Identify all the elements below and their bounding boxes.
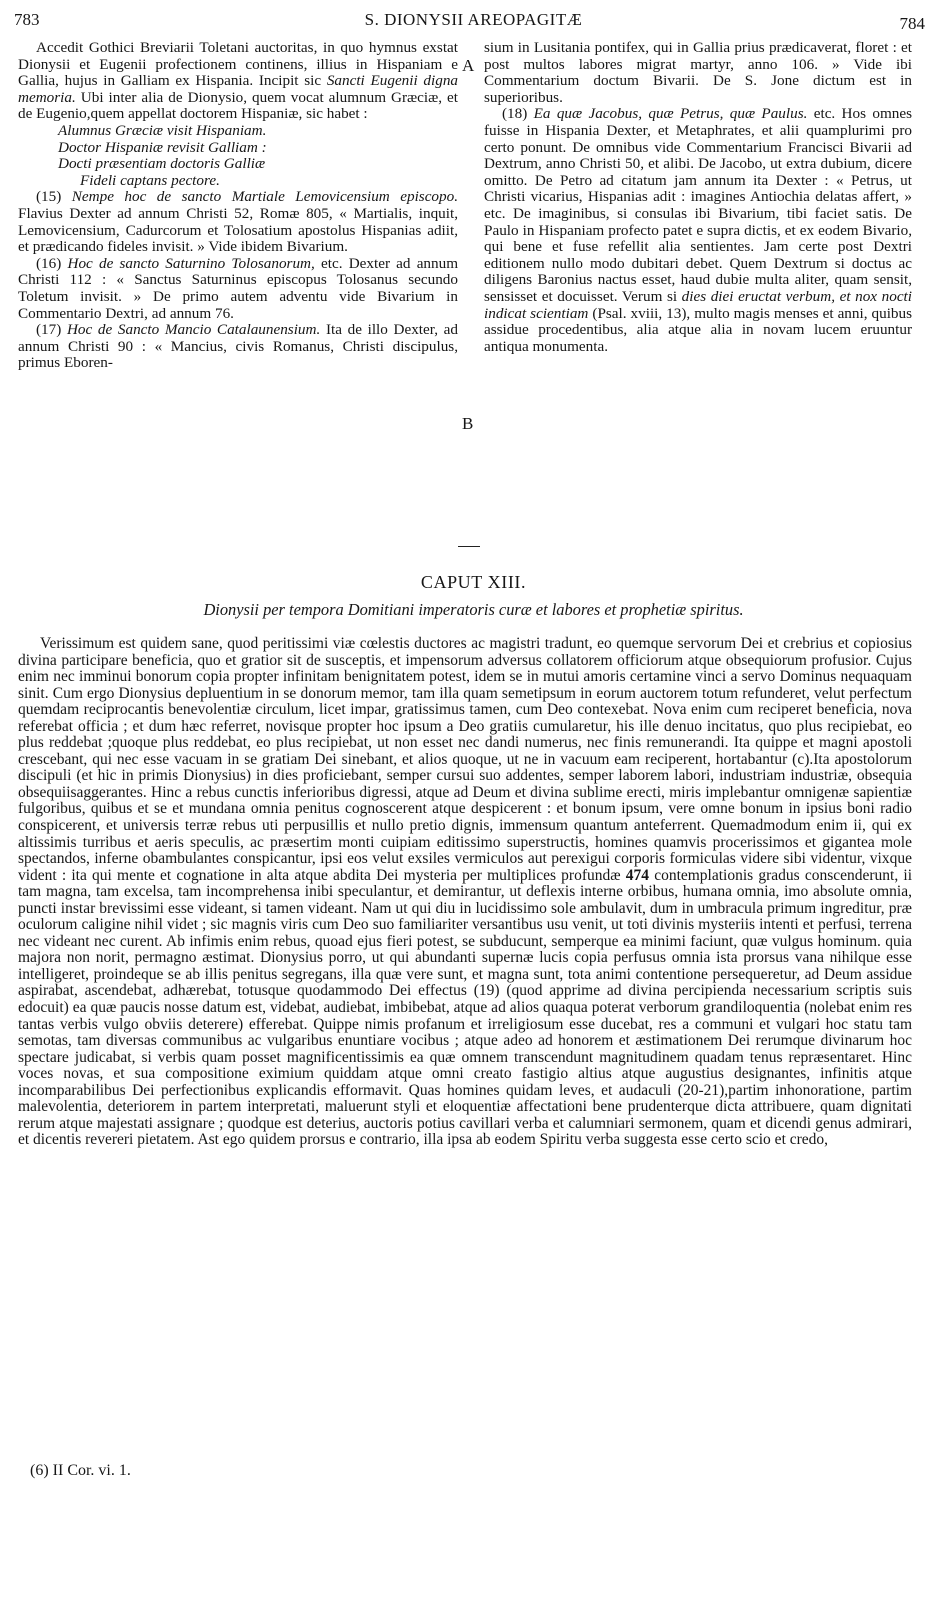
note-text: etc. Hos omnes fuisse in Hispania Dexter, et Metaphrates, et alii quamplurimi pro certo ponunt. De omnibus vide Commentarium Francisci Bivarii ad Dextrum, anno Christi 50, et alibi. De Jacobo, ut extra dubium, dicere omitto. De Petro ad citatum jam annum ita Dexter : « Petrus, ut Christi vicarius, Hispanias adit : imagines Antiochia delatas affert, » etc. De imaginibus, si consulas ibi Bivarium, tibi faciet satis. De Paulo in Hispaniam profecto patet e supra dictis, et ex eodem Bivario, qui bene et fuse refellit alia sentientes. Jam certe post Dextri editionem nullo modo dubitari debet. Quem Dextrum si doctus ac diligens Baronius nactus esset, haud dubie multa aliter, quam sensit, sensisset et docuisset. Verum si — [484, 105, 913, 305]
section-divider — [458, 546, 480, 547]
note-italic: Sancti Eugenii digna memoria. — [18, 72, 459, 106]
note-italic: Nempe hoc de sancto Martiale Lemovicensium episcopo. — [71, 188, 459, 206]
note-text: etc. Dexter ad annum Christi 112 : « Sanctus Saturninus episcopus Tolosanus secundo Toletum invisit. » De primo autem adventu vide Bivarium in Commentario Dextri, ad annum 76. — [18, 254, 459, 322]
note-italic: dies diei eructat verbum, et nox nocti indicat scientiam — [484, 287, 912, 322]
hymn-verse: Alumnus Græciæ visit Hispaniam. — [58, 121, 267, 139]
hymn-verse: Docti præsentiam doctoris Galliæ — [58, 155, 266, 173]
note-text: Ita de illo Dexter, ad annum Christi 90 : « Mancius, civis Romanus, Christi discipulus, primus Eboren- — [18, 321, 459, 372]
note-16 — [18, 256, 458, 322]
body-paragraph — [18, 636, 912, 1149]
column-marker-a: A — [462, 56, 475, 75]
hymn-verse: Fideli captans pectore. — [80, 171, 220, 189]
note-text: Flavius Dexter ad annum Christi 52, Romæ 805, « Martialis, inquit, Lemovicensium, Cadurcorum et Tolosatium apostolus Hispanias adiit, et prædicando fideles invisit. » Vide ibidem Bivarium. — [18, 204, 458, 256]
chapter-body — [18, 636, 912, 1149]
note-label: (17) — [36, 321, 62, 339]
note-continuation: sium in Lusitania pontifex, qui in Gallia prius prædicaverat, floret : et post multos labores migrat martyr, anno 106. » Vide ibi Commentarium doctum Bivarii. De S. Jone dictum est in superioribus. — [484, 39, 912, 106]
page-mark: 474 — [625, 866, 650, 884]
hymn-verse: Doctor Hispaniæ revisit Galliam : — [58, 138, 267, 156]
body-text: Verissimum est quidem sane, quod peritissimi viæ cœlestis ductores ac magistri tradunt, eo quemque servorum Dei et crebrius et copiosius divina participare beneficia, quo et gratior sit de susceptis, et impensorum adversus collatorem officiorum atque obsequiorum profusior. Cujus enim nec imminui bonorum copia propter infinitam benignitatem potest, idem se in mutui amoris certamine vinci a servo Dominus nequaquam sinit. Cum ergo Dionysius depluentium in se donorum memor, tam illa quam semetipsum in eorum auctorem totum refunderet, velut perfectum quemdam reciprocantis benevolentiæ circulum, licet impar, gratissimus tamen, cum Deo contexebat. Nova enim cum reciperet beneficia, nova referebat officia ; et dum hæc referret, novisque propter hoc ipsum a Deo gratiis cumularetur, his ille denuo incitatus, quo plus recipiebat, eo plus reddebat ;quoque plus reddebat, eo plus recipiebat, ut non esset nec dandi numerus, nec finis remunerandi. Ita quippe et magni apostoli crescebant, qui nec esse vacuam in se gratiam Dei sinebant, et alios quoque, ut ne in vacuum eam reciperent, hortabantur (c).Ita apostolorum discipuli (et hic in primis Dionysius) in dies proficiebant, semper cursui suo addentes, semper laborem labori, industriam industriæ, obsequia obsequiisaggerantes. Hinc a rebus cunctis inferioribus digressi, atque ad Deum et divina sublime erecti, miris implebantur omnigenæ sapientiæ fulgoribus, quibus et se et mundana omnia penitus cognoscerent atque despicerent : et bonum ipsum, vere omne bonum in ipsius boni radio conspicerent, et universis terræ rebus uti perpusillis et nullo pretio dignis, immensum quantum anteferrent. Quemadmodum enim ii, qui ex altissimis turribus et aeris speculis, ac præsertim monti cuipiam editissimo superstructis, homines quamvis procerissimos et gigantea mole spectandos, inferne obambulantes conspicantur, ipsi eos velut exsiles vermiculos aut perexigui corporis formiculas videre sibi videntur, vixque vident : ita qui mente et cognatione in alta atque abdita Dei mysteria per multiplices profundæ — [18, 635, 912, 884]
note-italic: Hoc de sancto Saturnino Tolosanorum, — [67, 254, 315, 272]
note-18 — [484, 106, 912, 355]
chapter-subtitle: Dionysii per tempora Domitiani imperatoris curæ et labores et prophetiæ spiritus. — [203, 600, 744, 619]
note-italic: Ea quæ Jacobus, quæ Petrus, quæ Paulus. — [533, 105, 808, 123]
note-italic: Hoc de Sancto Mancio Catalaunensium. — [66, 321, 321, 339]
note-15 — [18, 189, 458, 255]
note-text: (Psal. xviii, 13), multo magis menses et anni, quibus assidue procedentibus, alia atque alia in novam lucem eruuntur antiqua monumenta. — [484, 304, 913, 355]
page-number-right: 784 — [899, 14, 925, 33]
note-17 — [18, 322, 458, 372]
chapter-title: CAPUT XIII. — [420, 572, 527, 592]
notes-left-column — [18, 40, 458, 372]
note-paragraph — [18, 40, 458, 123]
notes-right-column — [484, 40, 912, 355]
note-label: (18) — [502, 105, 528, 123]
footnote: (6) II Cor. vi. 1. — [30, 1462, 131, 1479]
running-title: S. DIONYSII AREOPAGITÆ — [364, 10, 583, 29]
note-label: (16) — [36, 254, 62, 272]
page-number-left: 783 — [14, 10, 40, 29]
body-text: contemplationis gradus conscenderunt, ii tam magna, tam excelsa, tam incomprehensa inibi speculantur, et demirantur, ut deflexis interne orbibus, humana omnia, imo absolute omnia, puncti instar brevissimi esse videant, si tamen videant. Nam ut qui diu in lucidissimo sole ambulavit, dum in umbracula primum ingreditur, præ oculorum caligine nihil videt ; sic magnis viris cum Deo suo familiariter versantibus usu venit, ut toti divinis mysteriis intenti et perfusi, terrena nec videant nec curent. Ab infimis enim rebus, quoad ejus fieri potest, se subducunt, semperque ea minimi faciunt, quæ vulgus hominum. quia majora non norit, permagno æstimat. Dionysius porro, ut qui abundanti supernæ lucis copia perfusus omnia ista prorsus vana nihilque esse intelligeret, proindeque se ab illis penitus segregans, illa quæ vere sunt, et magna sunt, tota animi contentione persequeretur, ad Deum assidue aspirabat, ascendebat, adhærebat, totusque quodammodo Dei effectus (19) (quod apprime ad divina percipienda necessarium scriptis suis edocuit) ea quæ paucis nosse datum est, videbat, audiebat, imbibebat, atque ad alios quaqua poterat verborum grandiloquentia (nolebat enim res tantas verbis vulgo obviis deterere) efferebat. Quippe nimis profanum et irreligiosum esse ducebat, res a communi et vulgari hoc statu tam semotas, tam diversas communibus ac vulgaribus enuntiare vocibus ; atque adeo ad honorem et æstimationem Dei rerumque divinarum hoc spectare judicabat, si verbis quam posset magnificentissimis ea quæ omnem transcendunt magnitudinem quadam tenus repræsentaret. Hinc voces novas, et sua compositione eximium quiddam atque omni creato fastigio altius atque augustius designantes, infinitis atque incomparabilibus Dei perfectionibus explicandis efformavit. Quas homines quidam leves, et audaculi (20-21),partim inhonoratione, partim malevolentia, deteriorem in partem interpretati, maluerunt styli et eloquentiæ affectationi bene prudenterque dicta attribuere, quam dignitati rerum atque majestati assignare ; quodque est deterius, auctoris potius cavillari verba et calumniari sermonem, quam et dicendi genus admirari, et dicentis revereri pietatem. Ast ego quidem prorsus e contrario, illa ipsa ab eodem Spiritu verba suggesta esse certo scio et credo, — [18, 866, 913, 1149]
note-label: (15) — [36, 188, 62, 206]
note-text: Ubi inter alia de Dionysio, quem vocat alumnum Græciæ, et de Eugenio,quem appellat doctorem Hispaniæ, sic habet : — [18, 88, 458, 123]
note-text: Accedit Gothici Breviarii Toletani auctoritas, in quo hymnus exstat Dionysii et Eugenii profectionem continens, illius in Hispaniam e Gallia, hujus in Galliam ex Hispania. Incipit sic — [18, 39, 458, 90]
column-marker-b: B — [462, 414, 474, 433]
